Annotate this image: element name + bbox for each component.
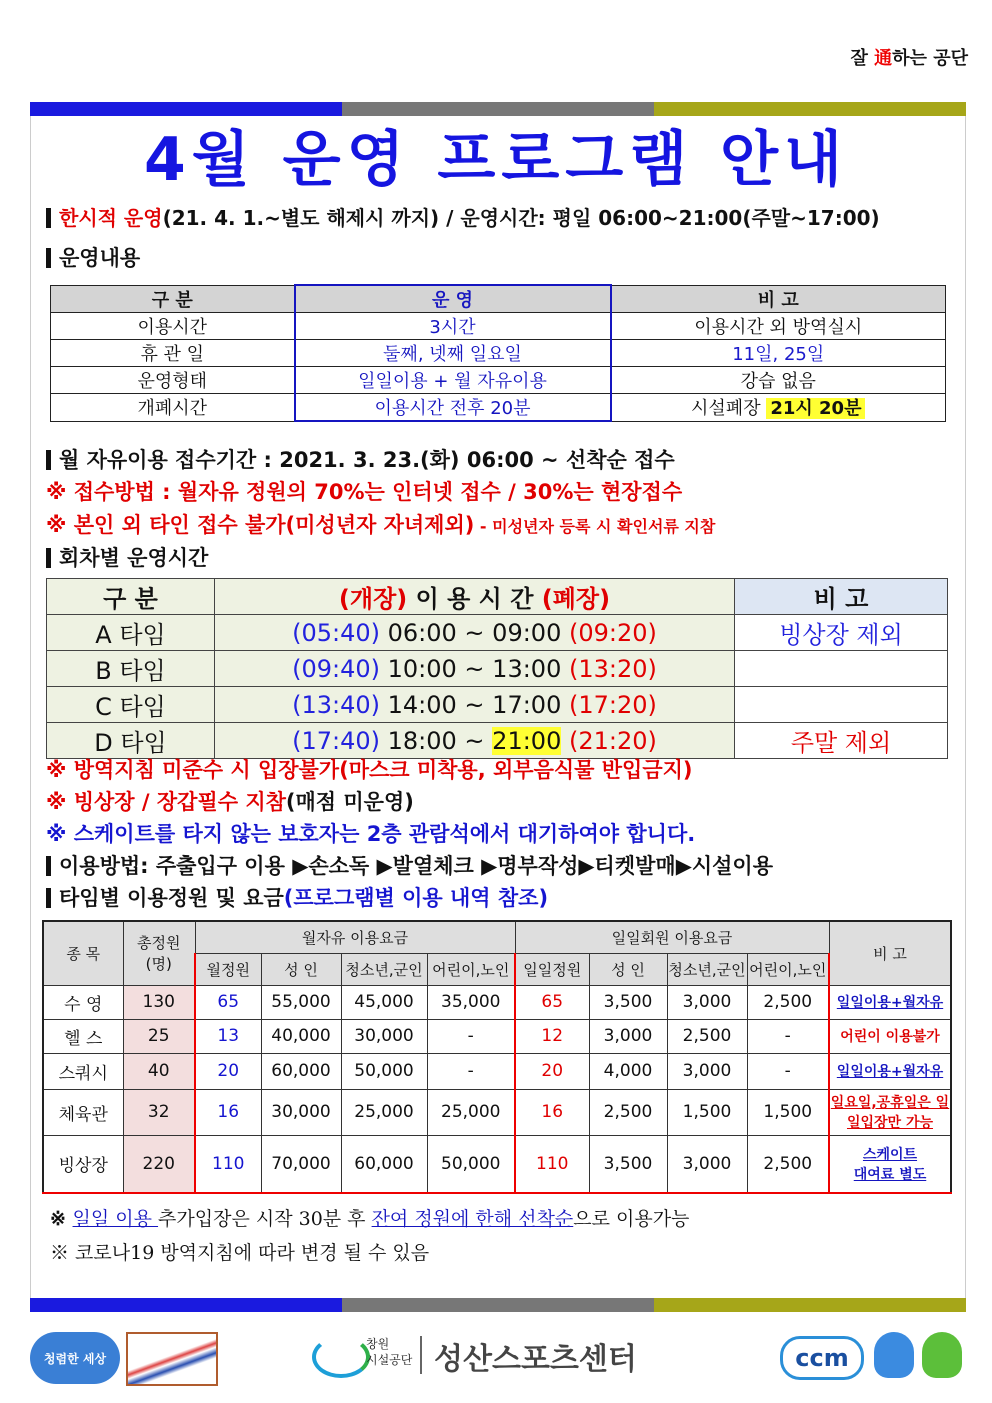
certificate-emblem xyxy=(126,1332,218,1386)
slogan: 잘 通하는 공단 xyxy=(850,48,968,69)
section-fees: 타임별 이용정원 및 요금(프로그램별 이용 내역 참조) xyxy=(46,882,548,912)
fee-table: 종 목 총정원 (명) 월자유 이용요금 일일회원 이용요금 비 고 월정원 성 인 청소년,군인 어린이,노인 일일정원 성 인 청소년,군인 어린이,노인 수 영 130 65 55,000 45,000 35,000 65 3,500 3,000 2,500 일일이용+월자유 헬 스 25 13 40,000 30,000 - 12 3,000 2,500 - 어린이 이용불가 스쿼시 40 20 60,000 50,000 - 20 4,000 3,000 - 일일이용+월자유 체육관 32 16 30,000 25,000 25,000 16 2,500 1,500 1,500 일요일,공휴일은 일일입장만 가능 빙상장 220 110 70,000 60,000 50,000 110 3,500 3,000 2,500 스케이트 대여료 별도 xyxy=(42,920,952,1194)
registration-restriction: ※ 본인 외 타인 접수 불가(미성년자 자녀제외) - 미성년자 등록 시 확인서류 지참 xyxy=(46,513,716,537)
divider xyxy=(420,1336,422,1374)
registration-line: 월 자유이용 접수기간 : 2021. 3. 23.(화) 06:00 ~ 선착순 접수 xyxy=(46,444,675,474)
page-title: 4월 운영 프로그램 안내 xyxy=(143,125,849,195)
session-row: C 타임 (13:40) 14:00 ~ 17:00 (17:20) xyxy=(47,687,948,723)
session-row: A 타임 (05:40) 06:00 ~ 09:00 (09:20) 빙상장 제외 xyxy=(47,615,948,651)
period-line: 한시적 운영(21. 4. 1.~별도 해제시 까지) / 운영시간: 평일 06:00~21:00(주말~17:00) xyxy=(46,202,880,231)
center-name: 성산스포츠센터 xyxy=(434,1342,637,1377)
usage-method: 이용방법: 주출입구 이용 ▶손소독 ▶발열체크 ▶명부작성▶티켓발매▶시설이용 xyxy=(46,850,773,880)
section-operation: 운영내용 xyxy=(46,242,140,272)
section-session-time: 회차별 운영시간 xyxy=(46,542,208,572)
fee-row: 수 영 130 65 55,000 45,000 35,000 65 3,500 3,000 2,500 일일이용+월자유 xyxy=(43,985,951,1019)
cmc-logo-icon xyxy=(312,1336,370,1378)
ccm-logo: ccm xyxy=(780,1336,864,1380)
fee-row: 체육관 32 16 30,000 25,000 25,000 16 2,500 1,500 1,500 일요일,공휴일은 일일입장만 가능 xyxy=(43,1089,951,1135)
operation-table: 구 분 운 영 비 고 이용시간 3시간 이용시간 외 방역실시 휴 관 일 둘째, 넷째 일요일 11일, 25일 운영형태 일일이용 + 월 자유이용 강습 없음 개폐시간 이용시간 전후 20분 시설폐장 21시 20분 xyxy=(50,284,946,422)
session-row: D 타임 (17:40) 18:00 ~ 21:00 (21:20) 주말 제외 xyxy=(47,723,948,759)
notice-gloves: ※ 빙상장 / 장갑필수 지참(매점 미운영) xyxy=(46,790,414,814)
footnote-daily: ※ 일일 이용 추가입장은 시작 30분 후 잔여 정원에 한해 선착순으로 이용가능 xyxy=(50,1208,690,1230)
fee-row: 스쿼시 40 20 60,000 50,000 - 20 4,000 3,000 - 일일이용+월자유 xyxy=(43,1053,951,1089)
bottom-stripe xyxy=(30,1298,966,1312)
session-row: B 타임 (09:40) 10:00 ~ 13:00 (13:20) xyxy=(47,651,948,687)
session-table: 구 분 (개장) 이 용 시 간 (폐장) 비 고 A 타임 (05:40) 06:00 ~ 09:00 (09:20) 빙상장 제외 B 타임 (09:40) 10:00 ~ 13:00 (13:20) C 타임 (13:40) 14:00 ~ 17:00 (17:20) D 타임 (17:40) 18:00 ~ 21:00 (21:20) 주말 제외 xyxy=(46,578,948,759)
integrity-logo: 청렴한 세상 xyxy=(30,1332,120,1384)
mascot-green-icon xyxy=(922,1332,962,1378)
footnote-covid: ※ 코로나19 방역지침에 따라 변경 될 수 있음 xyxy=(50,1242,430,1264)
mascot-blue-icon xyxy=(874,1332,914,1378)
notice-guardian: ※ 스케이트를 타지 않는 보호자는 2층 관람석에서 대기하여야 합니다. xyxy=(46,822,696,846)
fee-row: 헬 스 25 13 40,000 30,000 - 12 3,000 2,500 - 어린이 이용불가 xyxy=(43,1019,951,1053)
fee-row: 빙상장 220 110 70,000 60,000 50,000 110 3,500 3,000 2,500 스케이트 대여료 별도 xyxy=(43,1135,951,1193)
notice-quarantine: ※ 방역지침 미준수 시 입장불가(마스크 미착용, 외부음식물 반입금지) xyxy=(46,758,693,782)
org-name: 창원 시설공단 xyxy=(366,1337,413,1367)
registration-method: ※ 접수방법 : 월자유 정원의 70%는 인터넷 접수 / 30%는 현장접수 xyxy=(46,480,683,504)
